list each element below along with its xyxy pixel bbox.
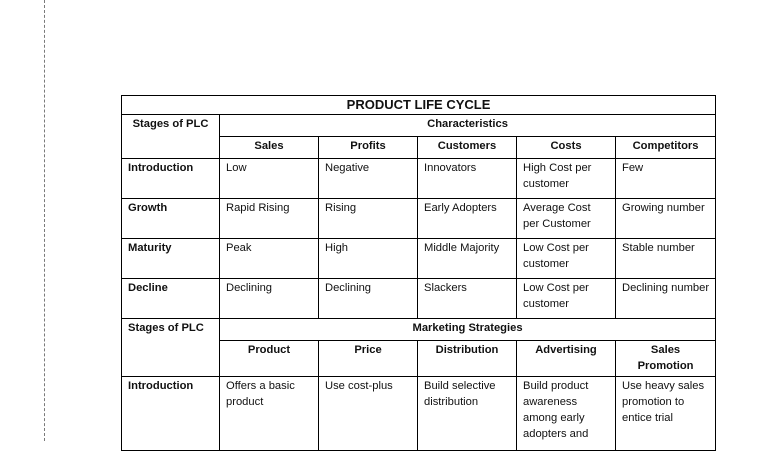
cell: Declining xyxy=(319,279,418,319)
col-head-costs: Costs xyxy=(517,137,616,159)
cell: Low Cost per customer xyxy=(517,239,616,279)
cell: Declining number xyxy=(616,279,716,319)
cell: Negative xyxy=(319,159,418,199)
table-row xyxy=(122,377,716,451)
cell: Low xyxy=(220,159,319,199)
stage-introduction: Introduction xyxy=(122,159,220,199)
stages-label-marketing: Stages of PLC xyxy=(122,319,220,377)
cell: Peak xyxy=(220,239,319,279)
col-head-distribution: Distribution xyxy=(418,341,517,377)
table-row xyxy=(122,199,716,239)
cell: Middle Majority xyxy=(418,239,517,279)
cell: Stable number xyxy=(616,239,716,279)
cell: Average Cost per Customer xyxy=(517,199,616,239)
cell: High Cost per customer xyxy=(517,159,616,199)
cell: Slackers xyxy=(418,279,517,319)
marketing-heading: Marketing Strategies xyxy=(220,319,716,341)
cell: Offers a basic product xyxy=(220,377,319,451)
cell: Early Adopters xyxy=(418,199,517,239)
page-margin-line xyxy=(44,0,45,441)
col-head-sales: Sales xyxy=(220,137,319,159)
col-head-product: Product xyxy=(220,341,319,377)
cell: Rising xyxy=(319,199,418,239)
stage-growth: Growth xyxy=(122,199,220,239)
col-head-competitors: Competitors xyxy=(616,137,716,159)
table-title: PRODUCT LIFE CYCLE xyxy=(122,96,716,115)
table-row xyxy=(122,239,716,279)
stage-introduction-marketing: Introduction xyxy=(122,377,220,451)
cell: Use cost-plus xyxy=(319,377,418,451)
stage-maturity: Maturity xyxy=(122,239,220,279)
cell: High xyxy=(319,239,418,279)
cell: Low Cost per customer xyxy=(517,279,616,319)
stages-label-characteristics: Stages of PLC xyxy=(122,115,220,159)
cell: Innovators xyxy=(418,159,517,199)
cell: Use heavy sales promotion to entice trial xyxy=(616,377,716,451)
cell: Build selective distribution xyxy=(418,377,517,451)
table-row xyxy=(122,159,716,199)
col-head-price: Price xyxy=(319,341,418,377)
col-head-advertising: Advertising xyxy=(517,341,616,377)
stage-decline: Decline xyxy=(122,279,220,319)
characteristics-heading: Characteristics xyxy=(220,115,716,137)
cell: Few xyxy=(616,159,716,199)
col-head-profits: Profits xyxy=(319,137,418,159)
table-row xyxy=(122,279,716,319)
col-head-sales-promotion: Sales Promotion xyxy=(616,341,716,377)
cell: Declining xyxy=(220,279,319,319)
col-head-customers: Customers xyxy=(418,137,517,159)
cell: Growing number xyxy=(616,199,716,239)
cell: Build product awareness among early adopters and xyxy=(517,377,616,451)
cell: Rapid Rising xyxy=(220,199,319,239)
product-life-cycle-table xyxy=(121,95,716,451)
